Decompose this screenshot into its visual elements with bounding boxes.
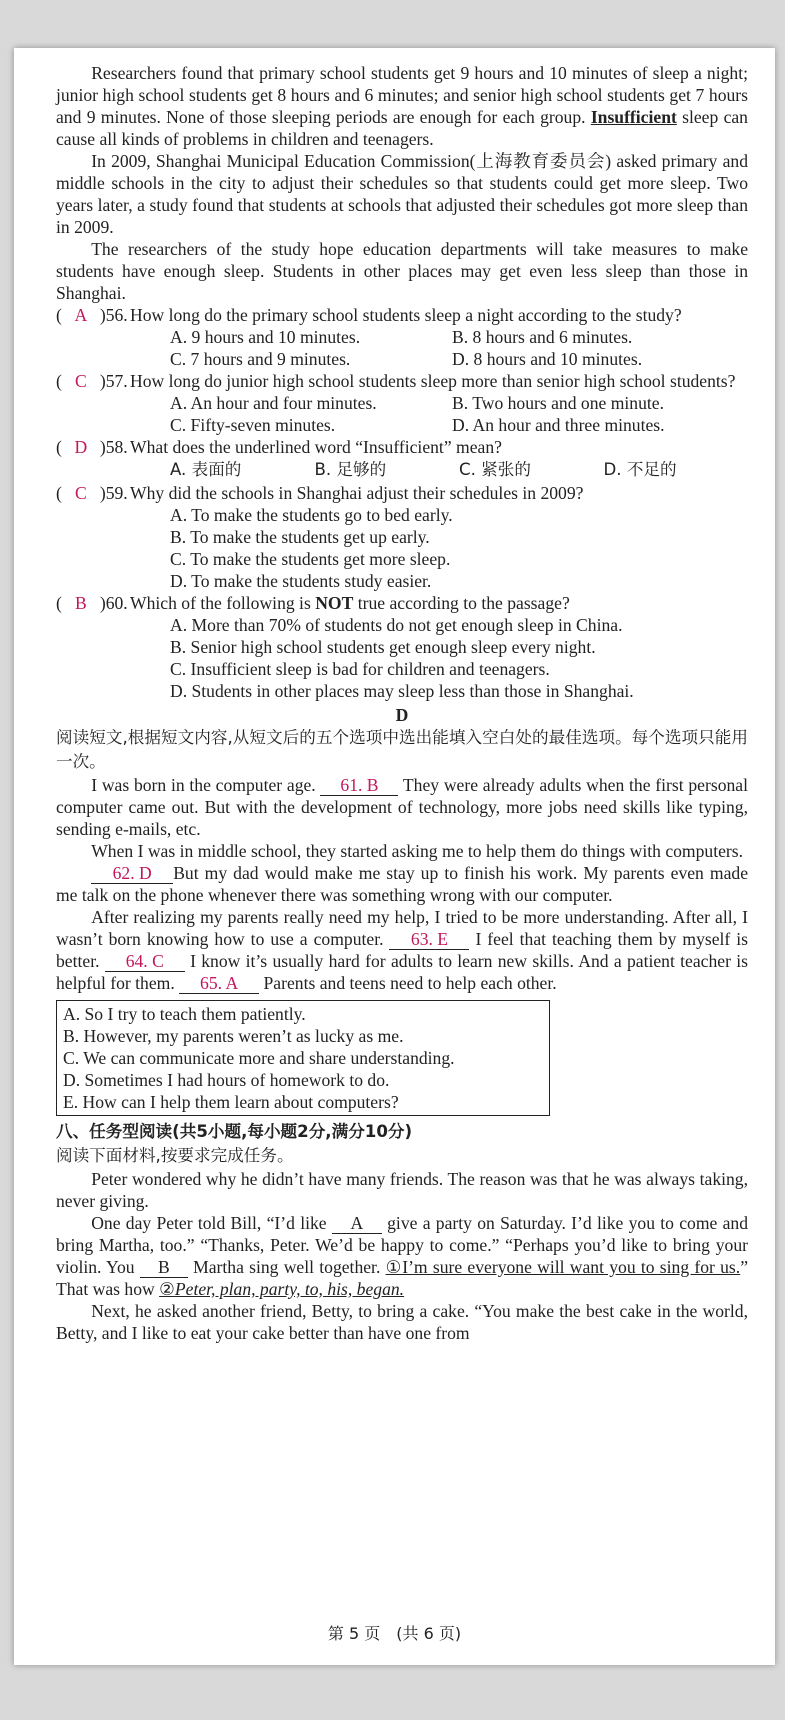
section-d-instruction: 阅读短文,根据短文内容,从短文后的五个选项中选出能填入空白处的最佳选项。每个选项只能用一次。 [56,728,748,771]
question-58 [56,436,748,458]
box-option-a: A. So I try to teach them patiently. [63,1004,306,1024]
answer-key: C [74,371,87,391]
box-option-b: B. However, my parents weren’t as lucky as me. [63,1026,404,1046]
text: true according to the passage? [353,593,570,613]
blank-65: 65. A [179,974,259,994]
section-d-paragraph-2: When I was in middle school, they started asking me to help them do things with computers. [91,841,744,861]
question-60 [56,592,748,614]
question-text: Why did the schools in Shanghai adjust their schedules in 2009? [130,483,584,503]
answer-bracket: ( A )56. [56,305,133,325]
text: I feel that teaching them by myself is better. [56,929,748,971]
section-8-paragraph-1: Peter wondered why he didn’t have many friends. The reason was that he was always taking, never giving. [56,1169,748,1211]
option-a: A. 9 hours and 10 minutes. [170,327,361,347]
question-text: How long do junior high school students sleep more than senior high school students? [130,371,736,391]
question-57 [56,370,748,392]
blank-64: 64. C [105,952,185,972]
blank-63: 63. E [389,930,469,950]
option-b: B. 8 hours and 6 minutes. [452,327,633,347]
question-text: What does the underlined word “Insufficient” mean? [130,437,502,457]
question-text [130,592,748,614]
section-d-title: D [395,705,409,725]
underlined-item-2 [159,1279,404,1299]
answer-key: C [74,483,87,503]
blank-61: 61. B [320,776,398,796]
answer-bracket: ( C )59. [56,483,133,503]
section-8-paragraph-3: Next, he asked another friend, Betty, to bring a cake. “You make the best cake in the world, Betty, and I like to eat your cake better than have one from [56,1301,748,1343]
page-number: 第 5 页 [327,1624,381,1643]
options-row [56,392,748,414]
question-number: )58. [99,437,133,457]
text: I was born in the computer age. [91,775,321,795]
options-row [56,458,748,482]
text: I know it’s usually hard for adults to learn new skills. And a patient teacher is helpful for them. [56,951,748,993]
text: But my dad would make me stay up to finish his work. My parents even made me talk on the phone whenever there was something wrong with our computer. [56,863,748,905]
box-option-d: D. Sometimes I had hours of homework to do. [63,1070,390,1090]
option-d: D. Students in other places may sleep less than those in Shanghai. [170,681,634,701]
question-number: )57. [99,371,133,391]
option-b: B. To make the students get up early. [170,527,430,547]
option-a: A. To make the students go to bed early. [170,505,453,525]
option-c: C. Insufficient sleep is bad for children and teenagers. [170,659,550,679]
underlined-sentence-1: ①I’m sure everyone will want you to sing for us. [385,1257,741,1277]
passage-c-paragraph-2: In 2009, Shanghai Municipal Education Commission(上海教育委员会) asked primary and middle schools in the city to adjust their schedules so that students could get more sleep. Two years later, a study found that students at schools that adjusted their schedules got more sleep than in 2009. [56,151,748,237]
blank-b: B [140,1258,188,1278]
question-number: )59. [99,483,133,503]
question-text: How long do the primary school students sleep a night according to the study? [130,305,682,325]
section-8-paragraph-2 [56,1212,748,1300]
question-59 [56,482,748,504]
answer-key: A [74,305,88,325]
option-d: D. To make the students study easier. [170,571,432,591]
options-row [56,414,748,436]
option-d: D. An hour and three minutes. [452,415,665,435]
text: Researchers found that primary school students get 9 hours and 10 minutes of sleep a night; junior high school students get 8 hours and 6 minutes; and senior high school students get 7 hours and 9 minutes. None of those sleeping periods are enough for each group. [56,63,748,127]
question-56 [56,304,748,326]
options-box [56,1000,550,1116]
blank-62: 62. D [91,864,173,884]
circled-number: ② [159,1279,175,1299]
section-8-heading: 八、任务型阅读(共5小题,每小题2分,满分10分) [56,1122,413,1141]
text: ” That was how [56,1257,748,1299]
option-d: D. 不足的 [603,460,677,479]
options-row [56,326,748,348]
blank-a: A [332,1214,382,1234]
text: Parents and teens need to help each other. [259,973,557,993]
text: sleep can cause all kinds of problems in children and teenagers. [56,107,748,149]
page-footer [14,1621,775,1644]
exam-page [14,48,775,1665]
option-c: C. To make the students get more sleep. [170,549,451,569]
page-content [56,62,748,1344]
option-b: B. Senior high school students get enough sleep every night. [170,637,596,657]
text: After realizing my parents really need my help, I tried to be more understanding. After all, I wasn’t born knowing how to use a computer. [56,907,748,949]
text: give a party on Saturday. I’d like you to come and bring Martha, too.” “Thanks, Peter. We’d be happy to come.” “Perhaps you’d like to bring your violin. You [56,1213,748,1277]
passage-c-paragraph-3: The researchers of the study hope education departments will take measures to make students have enough sleep. Students in other places may get even less sleep than those in Shanghai. [56,239,748,303]
option-c: C. 紧张的 [459,460,531,479]
answer-bracket: ( B )60. [56,593,133,613]
option-a: A. More than 70% of students do not get enough sleep in China. [170,615,623,635]
answer-bracket: ( C )57. [56,371,133,391]
answer-key: B [74,593,87,613]
bold-word: NOT [315,593,354,613]
text: They were already adults when the first personal computer came out. But with the development of technology, more jobs need skills like typing, sending e-mails, etc. [56,775,748,839]
option-a: A. An hour and four minutes. [170,393,377,413]
passage-c-paragraph-1 [56,62,748,150]
box-option-c: C. We can communicate more and share understanding. [63,1048,455,1068]
answer-key: D [74,437,88,457]
answer-bracket: ( D )58. [56,437,133,457]
page-total: (共 6 页) [396,1624,462,1643]
scrambled-words: Peter, plan, party, to, his, began. [174,1279,405,1299]
option-b: B. 足够的 [314,460,387,479]
option-c: C. Fifty-seven minutes. [170,415,336,435]
option-b: B. Two hours and one minute. [452,393,664,413]
box-option-e: E. How can I help them learn about computers? [63,1092,399,1112]
options-row [56,348,748,370]
option-a: A. 表面的 [170,460,242,479]
section-d-paragraph-4 [56,906,748,994]
text: Which of the following is [130,593,316,613]
option-d: D. 8 hours and 10 minutes. [452,349,643,369]
option-c: C. 7 hours and 9 minutes. [170,349,351,369]
text: Martha sing well together. [187,1257,386,1277]
section-d-paragraph-3 [56,862,748,906]
section-8-instruction: 阅读下面材料,按要求完成任务。 [56,1146,294,1165]
underlined-word: Insufficient [590,107,677,127]
text: One day Peter told Bill, “I’d like [91,1213,332,1233]
question-number: )56. [99,305,133,325]
section-d-paragraph-1 [56,774,748,840]
question-number: )60. [99,593,133,613]
